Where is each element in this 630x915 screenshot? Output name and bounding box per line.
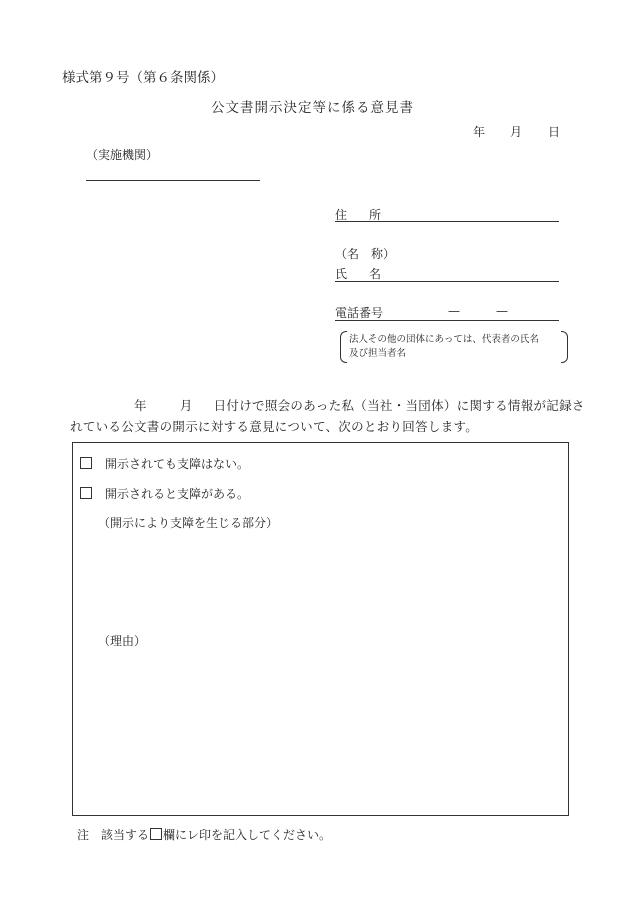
representative-note-line-1: 法人その他の団体にあっては、代表者の氏名 [349,334,539,345]
inquiry-paragraph-line-1 [134,396,585,414]
checkbox-symbol-icon [150,828,162,840]
agency-label: （実施機関） [86,148,159,162]
date-year-label: 年 [473,125,486,139]
date-day-label: 日 [548,125,561,139]
objection-checkbox[interactable] [80,487,92,499]
inquiry-paragraph-line-2: れている公文書の開示に対する意見について、次のとおり回答します。 [70,419,479,434]
right-bracket [561,331,568,363]
name-label-char-1: 氏 [335,267,348,281]
option-no-objection [80,457,249,472]
phone-dash-1: — [448,304,460,318]
form-number: 様式第９号（第６条関係） [62,70,224,86]
no-objection-checkbox[interactable] [80,457,92,469]
date-month-label: 月 [510,125,523,139]
para-text: 日付けで照会のあった私（当社・当団体）に関する情報が記録さ [213,398,585,413]
phone-label: 電話番号 [335,306,384,320]
phone-field[interactable] [335,320,559,321]
para-year: 年 [134,398,147,413]
footnote-suffix: 欄にレ印を記入してください。 [163,828,332,842]
address-field[interactable] [335,221,559,222]
reason-label: （理由） [98,634,147,648]
name-label [335,267,381,282]
footnote-prefix: 注 該当する [77,828,150,842]
name-field[interactable] [335,281,559,282]
no-objection-label: 開示されても支障はない。 [105,457,250,471]
objection-label: 開示されると支障がある。 [105,487,250,501]
name-type-label: （名 称） [335,247,396,261]
address-label-char-2: 所 [369,208,382,222]
representative-note-line-2: 及び担当者名 [349,348,407,359]
option-objection [80,487,249,502]
footnote [77,828,331,843]
document-title: 公文書開示決定等に係る意見書 [211,100,414,116]
phone-dash-2: — [496,304,508,318]
name-label-char-2: 名 [369,267,382,281]
left-bracket [340,331,347,363]
affected-part-label: （開示により支障を生じる部分） [98,516,279,530]
address-label-char-1: 住 [335,208,348,222]
agency-name-field[interactable] [86,180,260,181]
para-month: 月 [179,398,193,413]
